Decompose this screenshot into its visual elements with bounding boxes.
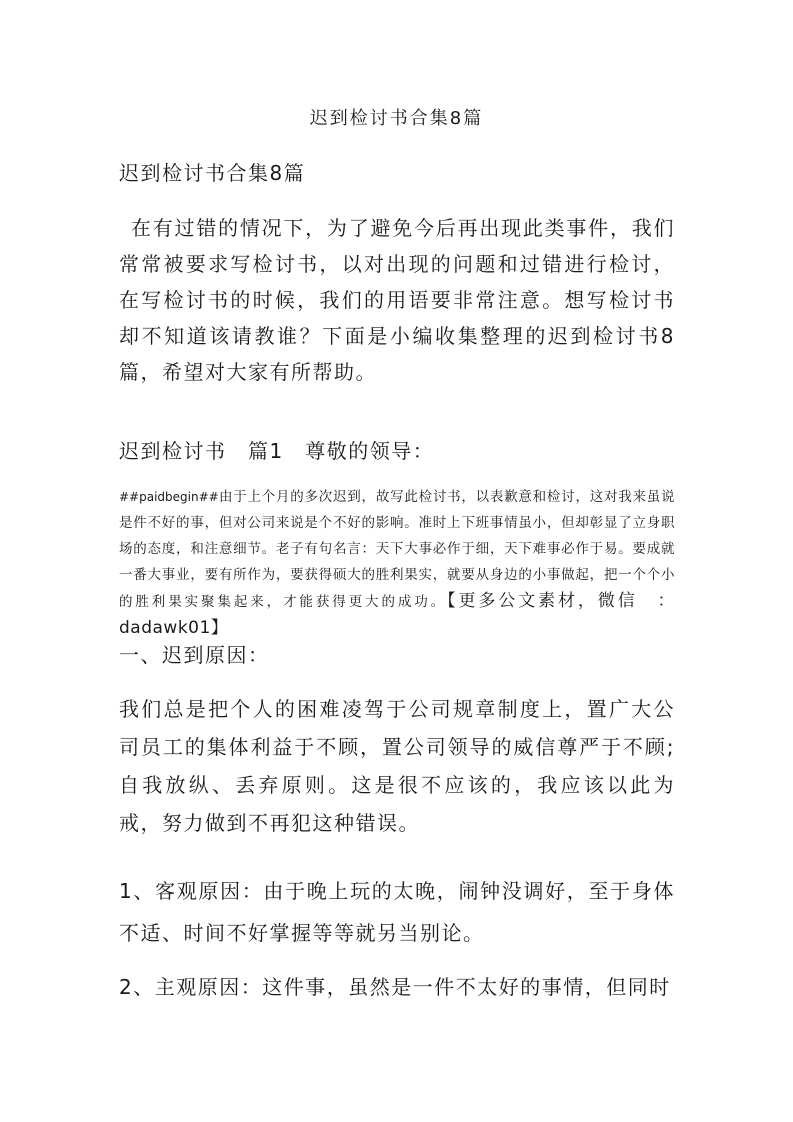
intro-paragraph: 在有过错的情况下，为了避免今后再出现此类事件，我们常常被要求写检讨书，以对出现的问题和过错进行检讨，在写检讨书的时候，我们的用语要非常注意。想写检讨书却不知道该请教谁？下面是小编收集整理的迟到检讨书8篇，希望对大家有所帮助。 bbox=[119, 216, 675, 384]
section-heading: 迟到检讨书 篇1 尊敬的领导： bbox=[119, 439, 435, 463]
reason-heading: 一、迟到原因： bbox=[119, 643, 270, 667]
small-paragraph bbox=[119, 484, 675, 642]
promo-text: 【更多公文素材，微信 ：dadawk01】 bbox=[119, 591, 676, 638]
reason-paragraph: 我们总是把个人的困难凌驾于公司规章制度上，置广大公司员工的集体利益于不顾，置公司领导的威信尊严于不顾;自我放纵、丢弃原则。这是很不应该的，我应该以此为戒，努力做到不再犯这种错误。 bbox=[119, 697, 675, 835]
document-subtitle: 迟到检讨书合集8篇 bbox=[119, 161, 306, 185]
objective-reason-paragraph: 1、客观原因：由于晚上玩的太晚，闹钟没调好，至于身体不适、时间不好掌握等等就另当别论。 bbox=[119, 879, 675, 945]
document-title: 迟到检讨书合集8篇 bbox=[309, 108, 484, 129]
small-paragraph-text: 由于上个月的多次迟到，故写此检讨书，以表歉意和检讨，这对我来虽说是件不好的事，但对公司来说是个不好的影响。准时上下班事情虽小，但却彰显了立身职场的态度，和注意细节。老子有句名言：天下大事必作于细，天下难事必作于易。要成就一番大事业，要有所作为，要获得硕大的胜利果实，就要从身边的小事做起，把一个个小的胜利果实聚集起来，才能获得更大的成功。 bbox=[119, 489, 675, 610]
subjective-reason-paragraph: 2、主观原因：这件事，虽然是一件不太好的事情，但同时 bbox=[119, 975, 671, 999]
paid-tag: ##paidbegin## bbox=[119, 490, 219, 504]
